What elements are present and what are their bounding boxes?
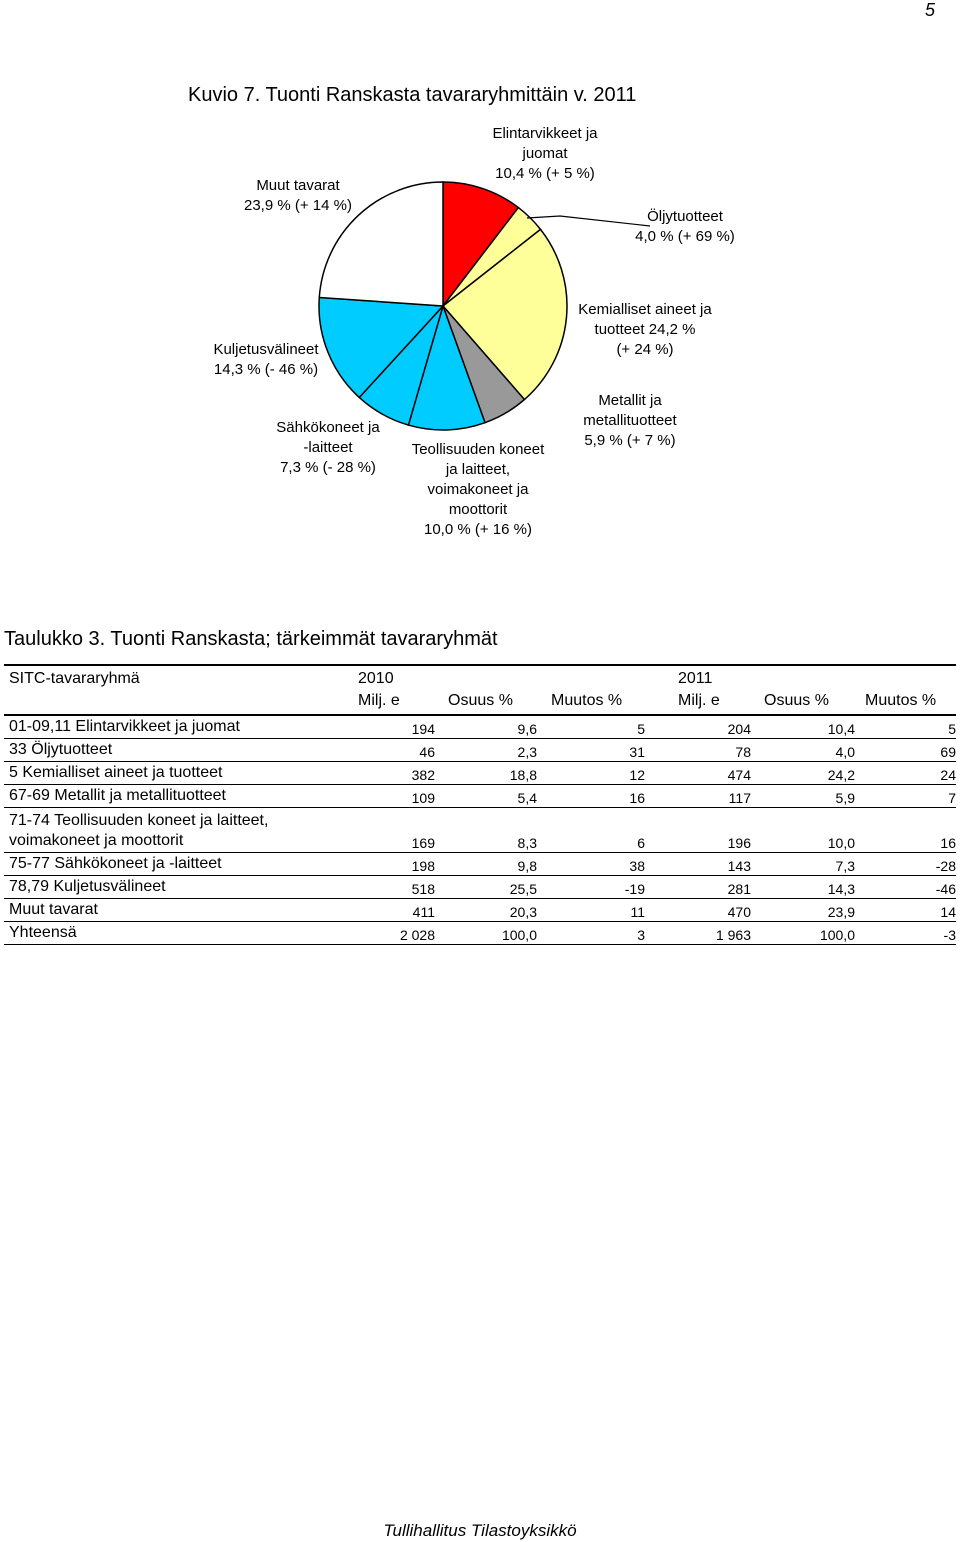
row-label: 67-69 Metallit ja metallituotteet xyxy=(9,787,226,804)
pie-label-text: Elintarvikkeet ja juomat 10,4 % (+ 5 %) xyxy=(492,125,598,182)
table-row xyxy=(4,785,956,808)
header-milj-2010: Milj. e xyxy=(358,692,400,709)
header-osuus-2011: Osuus % xyxy=(764,692,829,709)
cell-milj-2011: 474 xyxy=(727,767,751,783)
pie-label-sahkokoneet xyxy=(258,418,398,478)
footer: Tullihallitus Tilastoyksikkö xyxy=(383,1521,577,1540)
table-row xyxy=(4,899,956,922)
row-label: 5 Kemialliset aineet ja tuotteet xyxy=(9,764,223,781)
pie-label-muut-tavarat xyxy=(228,176,368,216)
cell-muutos-2011: 7 xyxy=(948,790,956,806)
header-milj-2011: Milj. e xyxy=(678,692,720,709)
cell-muutos-2011: 16 xyxy=(940,835,956,851)
pie-label-text: Teollisuuden koneet ja laitteet, voimakoneet ja moottorit 10,0 % (+ 16 %) xyxy=(411,441,545,538)
figure-title: Kuvio 7. Tuonti Ranskasta tavararyhmittäin v. 2011 xyxy=(188,84,637,106)
cell-muutos-2011: -3 xyxy=(943,927,956,943)
cell-milj-2011: 470 xyxy=(727,904,751,920)
table-body xyxy=(4,716,956,945)
cell-osuus-2010: 100,0 xyxy=(501,927,537,943)
row-label: Yhteensä xyxy=(9,924,77,941)
cell-milj-2010: 169 xyxy=(411,835,435,851)
table-row xyxy=(4,762,956,785)
table-row xyxy=(4,876,956,899)
cell-milj-2011: 1 963 xyxy=(715,927,751,943)
cell-muutos-2010: 3 xyxy=(637,927,645,943)
cell-milj-2011: 143 xyxy=(727,858,751,874)
cell-muutos-2011: 69 xyxy=(940,744,956,760)
cell-muutos-2010: 6 xyxy=(637,835,645,851)
cell-osuus-2010: 20,3 xyxy=(509,904,537,920)
table-title: Taulukko 3. Tuonti Ranskasta; tärkeimmät tavararyhmät xyxy=(4,628,498,650)
cell-osuus-2011: 10,0 xyxy=(827,835,855,851)
cell-osuus-2010: 18,8 xyxy=(509,767,537,783)
pie-label-elintarvikkeet xyxy=(470,124,620,184)
cell-osuus-2011: 10,4 xyxy=(827,721,855,737)
cell-muutos-2010: 5 xyxy=(637,721,645,737)
cell-muutos-2010: 16 xyxy=(629,790,645,806)
cell-milj-2011: 117 xyxy=(728,790,751,806)
cell-milj-2010: 518 xyxy=(411,881,435,897)
cell-milj-2010: 411 xyxy=(412,904,435,920)
table-row xyxy=(4,808,956,853)
pie-label-teollisuus xyxy=(398,440,558,540)
pie-label-text: Öljytuotteet 4,0 % (+ 69 %) xyxy=(635,208,735,245)
cell-milj-2011: 281 xyxy=(727,881,751,897)
cell-muutos-2011: 24 xyxy=(940,767,956,783)
header-year-2011: 2011 xyxy=(678,670,713,687)
cell-muutos-2010: 12 xyxy=(629,767,645,783)
cell-muutos-2011: -28 xyxy=(935,858,956,874)
page-number: 5 xyxy=(925,0,936,20)
import-table xyxy=(4,664,956,945)
row-label: 33 Öljytuotteet xyxy=(9,741,113,758)
cell-osuus-2011: 24,2 xyxy=(827,767,855,783)
cell-milj-2010: 109 xyxy=(411,790,435,806)
cell-osuus-2011: 100,0 xyxy=(819,927,855,943)
pie-label-kuljetusvalineet xyxy=(196,340,336,380)
cell-milj-2010: 382 xyxy=(411,767,435,783)
cell-milj-2011: 196 xyxy=(727,835,751,851)
table-row xyxy=(4,716,956,739)
cell-osuus-2011: 5,9 xyxy=(835,790,855,806)
cell-osuus-2011: 7,3 xyxy=(835,858,855,874)
cell-muutos-2011: 5 xyxy=(948,721,956,737)
pie-label-oljytuotteet xyxy=(615,207,755,247)
pie-label-text: Muut tavarat 23,9 % (+ 14 %) xyxy=(244,177,352,214)
cell-osuus-2010: 9,8 xyxy=(517,858,537,874)
cell-osuus-2010: 2,3 xyxy=(517,744,537,760)
cell-milj-2011: 78 xyxy=(735,744,751,760)
cell-milj-2011: 204 xyxy=(727,721,751,737)
header-muutos-2010: Muutos % xyxy=(551,692,623,709)
cell-milj-2010: 194 xyxy=(411,721,435,737)
cell-osuus-2011: 23,9 xyxy=(827,904,855,920)
cell-muutos-2010: 11 xyxy=(630,904,645,920)
header-muutos-2011: Muutos % xyxy=(865,692,937,709)
table-row xyxy=(4,922,956,945)
table-row xyxy=(4,853,956,876)
pie-label-text: Metallit ja metallituotteet 5,9 % (+ 7 %) xyxy=(583,392,677,449)
header-group: SITC-tavararyhmä xyxy=(9,670,140,687)
cell-milj-2010: 2 028 xyxy=(399,927,435,943)
cell-muutos-2010: 31 xyxy=(629,744,645,760)
cell-osuus-2011: 14,3 xyxy=(827,881,855,897)
pie-label-kemialliset xyxy=(560,300,730,360)
cell-osuus-2010: 5,4 xyxy=(517,790,537,806)
row-label: Muut tavarat xyxy=(9,901,98,918)
cell-osuus-2010: 8,3 xyxy=(517,835,537,851)
cell-muutos-2010: -19 xyxy=(624,881,645,897)
cell-osuus-2011: 4,0 xyxy=(835,744,855,760)
table-row xyxy=(4,739,956,762)
cell-osuus-2010: 25,5 xyxy=(509,881,537,897)
cell-milj-2010: 46 xyxy=(419,744,435,760)
row-label: 75-77 Sähkökoneet ja -laitteet xyxy=(9,855,222,872)
row-label: 71-74 Teollisuuden koneet ja laitteet, voimakoneet ja moottorit xyxy=(9,812,269,849)
pie-label-text: Kemialliset aineet ja tuotteet 24,2 % (+ 24 %) xyxy=(578,301,712,358)
cell-muutos-2010: 38 xyxy=(629,858,645,874)
cell-milj-2010: 198 xyxy=(411,858,435,874)
cell-muutos-2011: -46 xyxy=(935,881,956,897)
pie-label-text: Sähkökoneet ja -laitteet 7,3 % (- 28 %) xyxy=(276,419,380,476)
pie-label-text: Kuljetusvälineet 14,3 % (- 46 %) xyxy=(213,341,319,378)
table-header xyxy=(4,664,956,716)
row-label: 01-09,11 Elintarvikkeet ja juomat xyxy=(9,718,240,735)
header-osuus-2010: Osuus % xyxy=(448,692,513,709)
row-label: 78,79 Kuljetusvälineet xyxy=(9,878,166,895)
pie-label-metallit xyxy=(560,391,700,451)
header-year-2010: 2010 xyxy=(358,670,394,687)
cell-osuus-2010: 9,6 xyxy=(517,721,537,737)
cell-muutos-2011: 14 xyxy=(940,904,956,920)
